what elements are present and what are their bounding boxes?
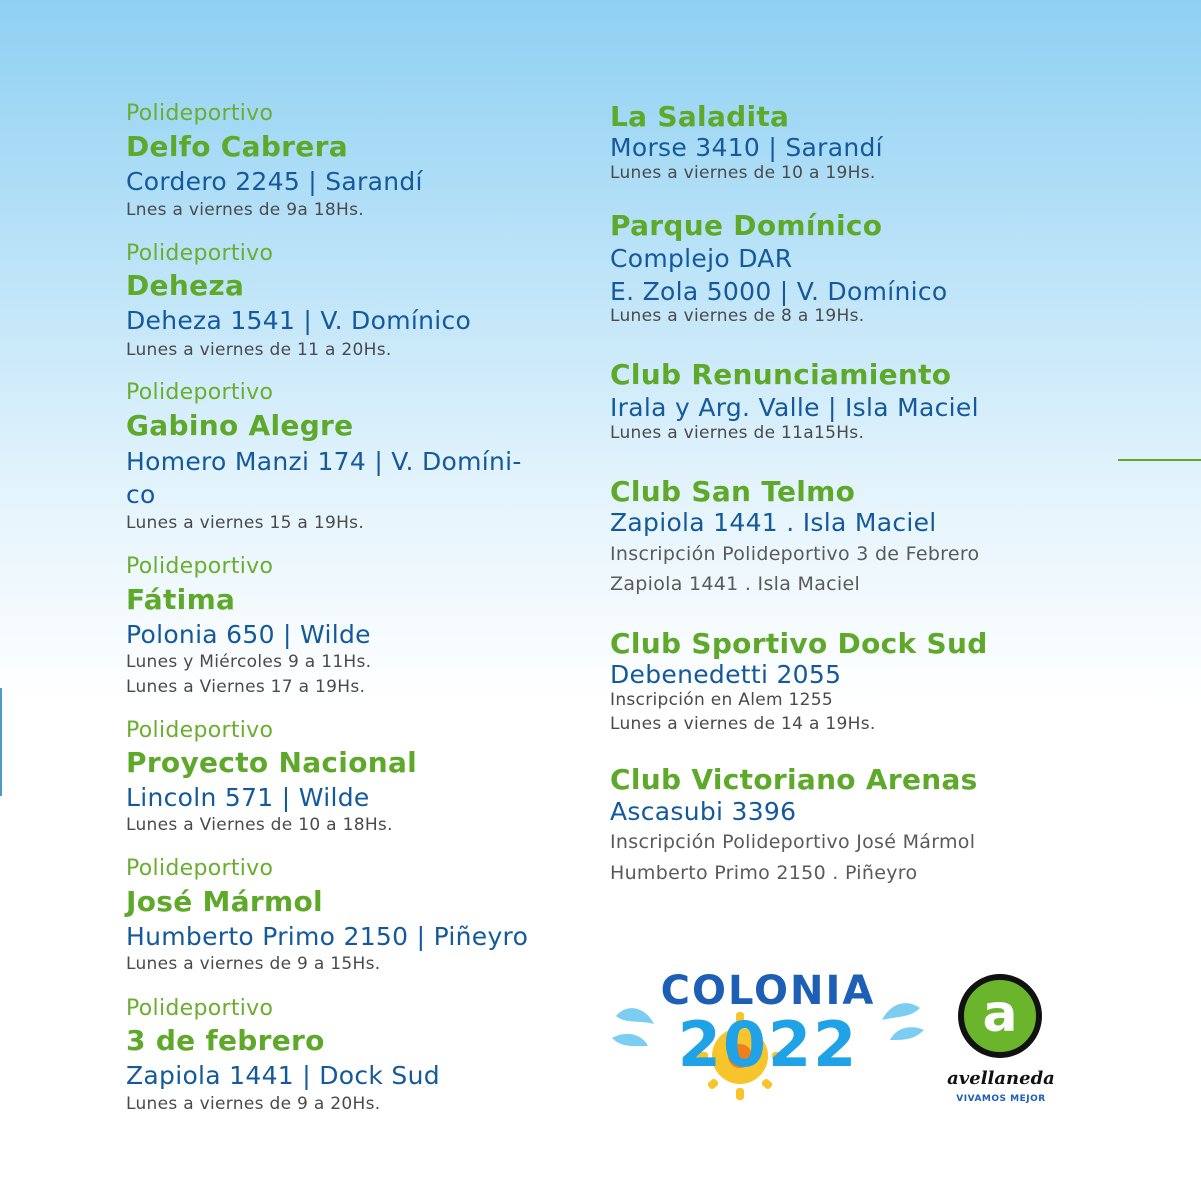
venue-note: Humberto Primo 2150 . Piñeyro bbox=[610, 862, 918, 884]
avellaneda-letter: a bbox=[982, 984, 1018, 1044]
venue-prefix: Polideportivo bbox=[126, 856, 274, 881]
venue-hours: Lunes a viernes 15 a 19Hs. bbox=[126, 513, 365, 533]
venue-address-line: co bbox=[126, 480, 156, 509]
venue-hours: Inscripción en Alem 1255 bbox=[610, 690, 834, 710]
venue-name: Gabino Alegre bbox=[126, 409, 354, 442]
venue-hours: Lunes a viernes de 9 a 15Hs. bbox=[126, 954, 381, 974]
venue-name: Club Victoriano Arenas bbox=[610, 763, 978, 796]
decorative-green-line bbox=[1118, 459, 1201, 461]
venue-address: Deheza 1541 | V. Domínico bbox=[126, 306, 472, 335]
venue-prefix: Polideportivo bbox=[126, 101, 274, 126]
colonia-wordmark: COLONIA bbox=[660, 968, 876, 1014]
venue-address-line: Complejo DAR bbox=[610, 244, 793, 273]
venue-hours: Lunes a viernes de 14 a 19Hs. bbox=[610, 714, 876, 734]
avellaneda-logo bbox=[946, 974, 1056, 1114]
venue-address: Cordero 2245 | Sarandí bbox=[126, 167, 423, 196]
venue-name: Club Renunciamiento bbox=[610, 358, 952, 391]
venue-name: Parque Domínico bbox=[610, 209, 883, 242]
venue-prefix: Polideportivo bbox=[126, 554, 274, 579]
venue-name: José Mármol bbox=[126, 885, 323, 918]
colonia-2022-logo bbox=[608, 968, 928, 1118]
venue-note: Zapiola 1441 . Isla Maciel bbox=[610, 573, 861, 595]
venue-address: Zapiola 1441 | Dock Sud bbox=[126, 1061, 440, 1090]
venue-note: Inscripción Polideportivo José Mármol bbox=[610, 831, 976, 853]
avellaneda-circle-icon bbox=[958, 974, 1042, 1058]
venue-hours: Lunes a Viernes de 10 a 18Hs. bbox=[126, 815, 393, 835]
decorative-edge-line bbox=[0, 688, 2, 796]
venue-address: Lincoln 571 | Wilde bbox=[126, 783, 370, 812]
venue-prefix: Polideportivo bbox=[126, 241, 274, 266]
avellaneda-wordmark: avellaneda bbox=[947, 1068, 1055, 1089]
venue-address: Humberto Primo 2150 | Piñeyro bbox=[126, 922, 529, 951]
venue-prefix: Polideportivo bbox=[126, 996, 274, 1021]
venue-hours: Lunes a Viernes 17 a 19Hs. bbox=[126, 677, 366, 697]
venue-name: La Saladita bbox=[610, 100, 790, 133]
venue-name: Deheza bbox=[126, 269, 245, 302]
venue-prefix: Polideportivo bbox=[126, 718, 274, 743]
venue-prefix: Polideportivo bbox=[126, 380, 274, 405]
venue-hours: Lunes a viernes de 11a15Hs. bbox=[610, 423, 865, 443]
venue-note: Inscripción Polideportivo 3 de Febrero bbox=[610, 543, 980, 565]
venue-address: Irala y Arg. Valle | Isla Maciel bbox=[610, 393, 979, 422]
venue-address: Debenedetti 2055 bbox=[610, 660, 842, 689]
venue-hours: Lunes a viernes de 9 a 20Hs. bbox=[126, 1094, 381, 1114]
venue-hours: Lunes a viernes de 11 a 20Hs. bbox=[126, 340, 392, 360]
venue-address-line: Homero Manzi 174 | V. Domíni- bbox=[126, 447, 522, 476]
venue-address: Polonia 650 | Wilde bbox=[126, 620, 371, 649]
venue-address: Morse 3410 | Sarandí bbox=[610, 133, 883, 162]
venue-address: Ascasubi 3396 bbox=[610, 797, 797, 826]
venue-name: Proyecto Nacional bbox=[126, 746, 418, 779]
venue-hours: Lunes a viernes de 10 a 19Hs. bbox=[610, 163, 876, 183]
venue-hours: Lnes a viernes de 9a 18Hs. bbox=[126, 200, 364, 220]
venue-address-line: E. Zola 5000 | V. Domínico bbox=[610, 277, 948, 306]
venue-name: Fátima bbox=[126, 583, 236, 616]
avellaneda-tagline: VIVAMOS MEJOR bbox=[956, 1094, 1046, 1104]
venue-name: Delfo Cabrera bbox=[126, 130, 348, 163]
venue-name: 3 de febrero bbox=[126, 1024, 325, 1057]
venue-hours: Lunes a viernes de 8 a 19Hs. bbox=[610, 306, 865, 326]
venue-address: Zapiola 1441 . Isla Maciel bbox=[610, 508, 937, 537]
venue-name: Club Sportivo Dock Sud bbox=[610, 627, 988, 660]
venue-name: Club San Telmo bbox=[610, 475, 856, 508]
colonia-year: 2022 bbox=[677, 1008, 859, 1081]
venue-hours: Lunes y Miércoles 9 a 11Hs. bbox=[126, 652, 372, 672]
